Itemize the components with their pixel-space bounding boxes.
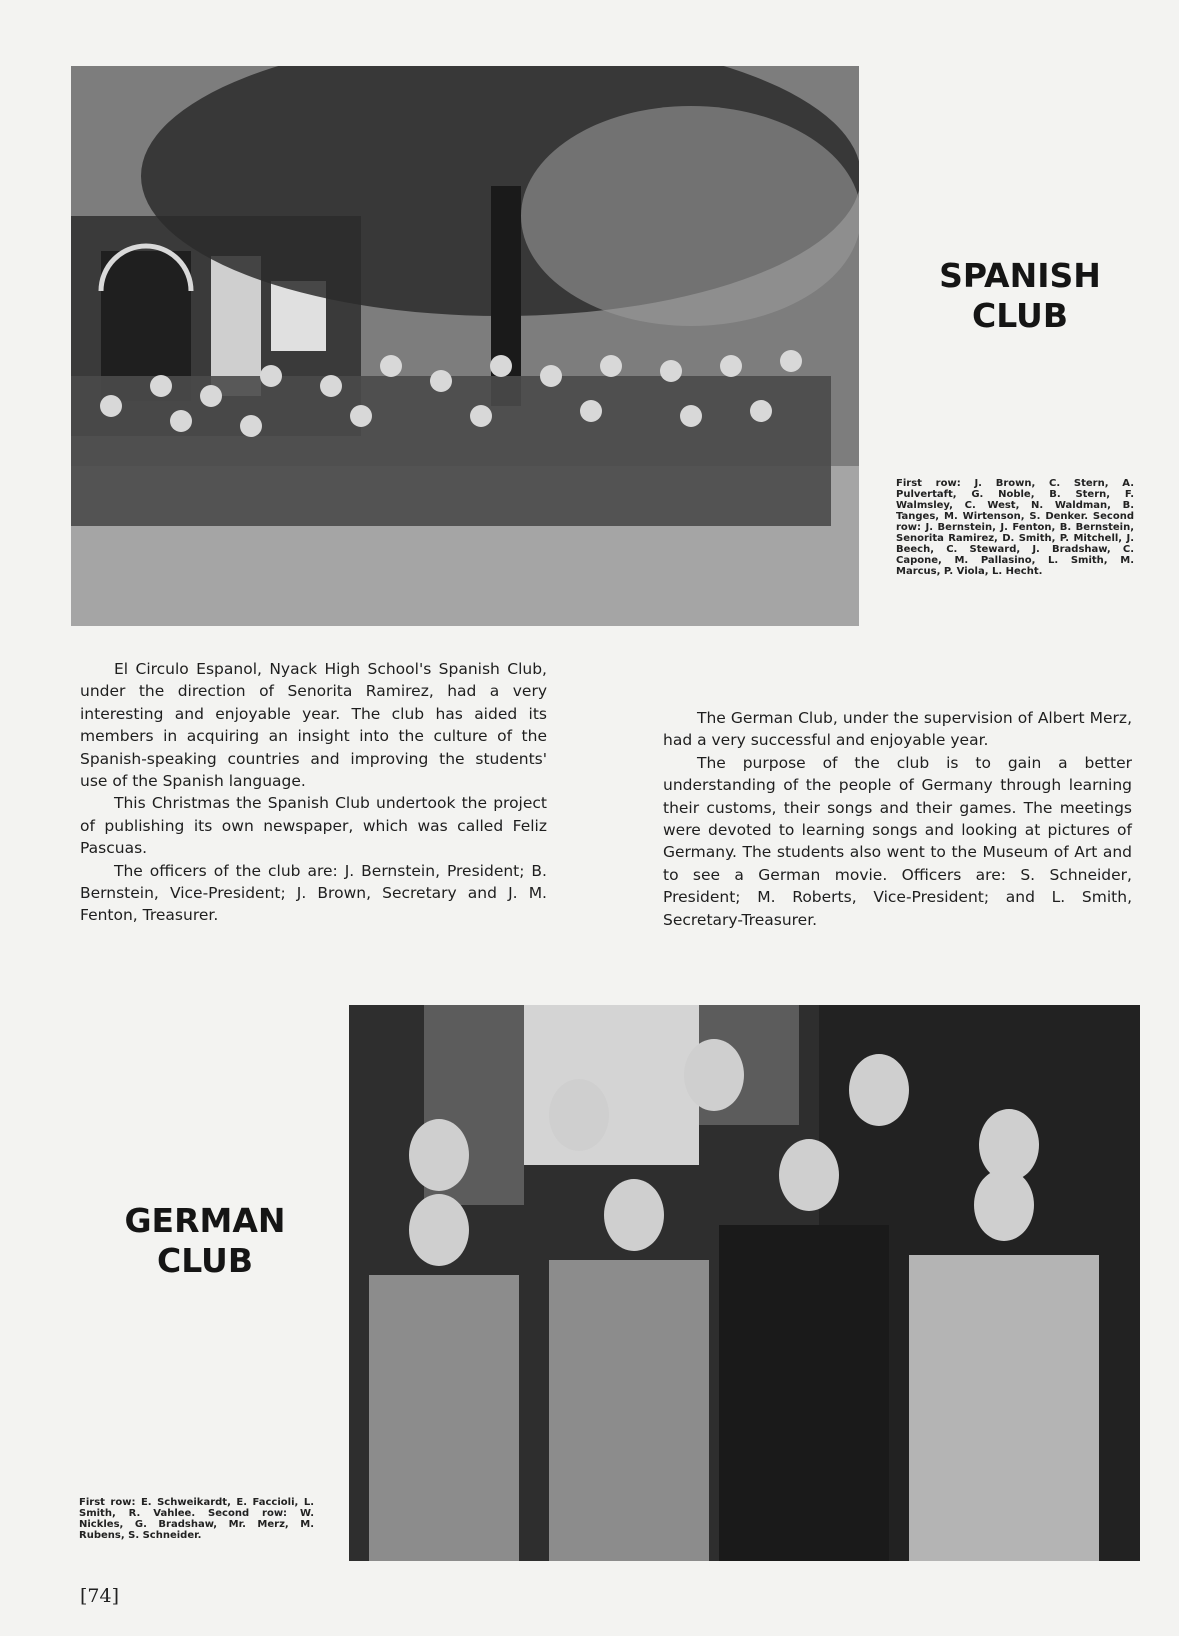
spanish-title-line-2: CLUB: [971, 296, 1069, 335]
german-paragraph-1: The German Club, under the supervision of Albert Merz, had a very successful and enjoyable year.: [663, 709, 1132, 750]
german-club-caption: First row: E. Schweikardt, E. Faccioli, L. Smith, R. Vahlee. Second row: W. Nickles, G. Bradshaw, Mr. Merz, M. Rubens, S. Schneider.: [79, 1497, 314, 1541]
spanish-paragraph-1: El Circulo Espanol, Nyack High School's Spanish Club, under the direction of Senorita Ramirez, had a very interesting and enjoyable year. The club has aided its members in acquiring an insight into the culture of the Spanish-speaking countries and improving the students' use of the Spanish language.: [80, 660, 547, 791]
spanish-title-line-1: SPANISH: [939, 256, 1101, 295]
german-title-line-1: GERMAN: [124, 1201, 286, 1240]
german-club-article: [663, 707, 1132, 931]
spanish-paragraph-3: The officers of the club are: J. Bernstein, President; B. Bernstein, Vice-President; J. Brown, Secretary and J. M. Fenton, Treasurer.: [80, 861, 547, 925]
german-title-line-2: CLUB: [156, 1241, 254, 1280]
german-paragraph-2: The purpose of the club is to gain a better understanding of the people of Germany through learning their customs, their songs and their games. The meetings were devoted to learning songs and looking at pictures of Germany. The students also went to the Museum of Art and to see a German movie. Officers are: S. Schneider, President; M. Roberts, Vice-President; and L. Smith, Secretary-Treasurer.: [663, 753, 1132, 929]
spanish-club-caption: First row: J. Brown, C. Stern, A. Pulvertaft, G. Noble, B. Stern, F. Walmsley, C. West, N. Waldman, B. Tanges, M. Wirtenson, S. Denker. Second row: J. Bernstein, J. Fenton, B. Bernstein, Senorita Ramirez, D. Smith, P. Mitchell, J. Beech, C. Steward, J. Bradshaw, C. Capone, M. Pallasino, L. Smith, M. Marcus, P. Viola, L. Hecht.: [896, 478, 1134, 577]
spanish-paragraph-2: This Christmas the Spanish Club undertook the project of publishing its own newspaper, which was called Feliz Pascuas.: [80, 794, 547, 858]
spanish-club-article: [80, 658, 547, 927]
spanish-club-photo: [71, 66, 859, 626]
german-club-photo: [349, 1005, 1140, 1561]
page-number: [74]: [80, 1585, 120, 1607]
german-club-title: [95, 1201, 315, 1281]
spanish-club-title: [900, 256, 1140, 336]
